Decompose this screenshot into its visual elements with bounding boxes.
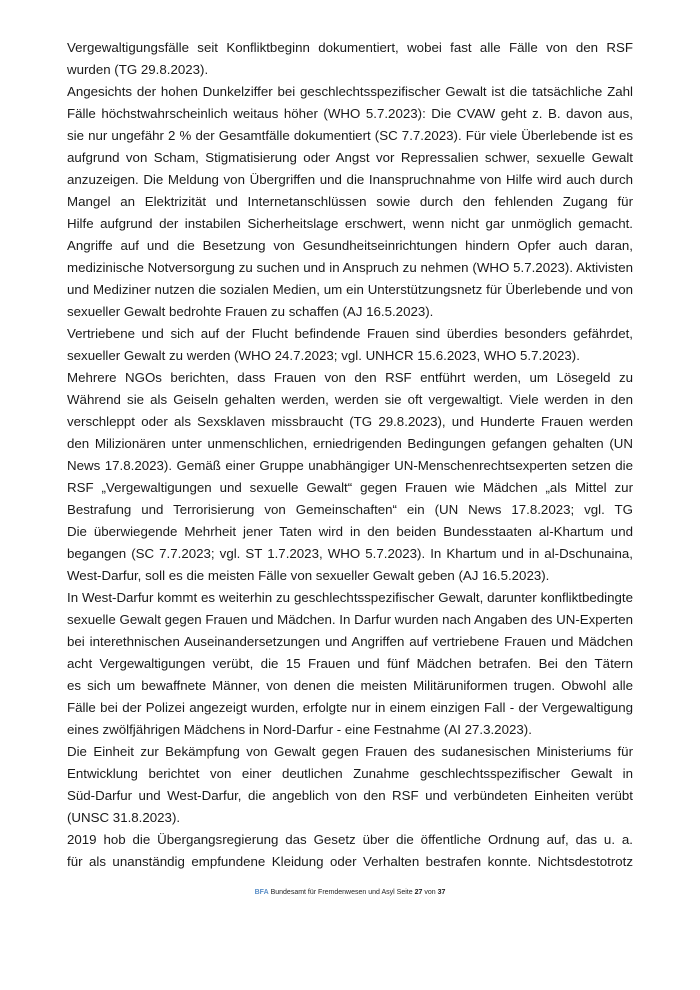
text-line: für als unanständig empfundene Kleidung oder Verhalten bestrafen konnte. Nichtsdestotrotz <box>67 854 633 869</box>
text-line: Mangel an Elektrizität und Internetanschlüssen sowie durch den fehlenden Zugang für <box>67 194 633 209</box>
text-line: sexuelle Gewalt gegen Frauen und Mädchen. In Darfur wurden nach Angaben des UN-Experten <box>67 612 633 627</box>
text-line: Die Einheit zur Bekämpfung von Gewalt gegen Frauen des sudanesischen Ministeriums für <box>67 744 633 759</box>
text-line: Süd-Darfur und West-Darfur, die angeblich von den RSF und verbündeten Einheiten verübt <box>67 788 633 803</box>
paragraph <box>67 367 633 587</box>
text-line: aufgrund von Scham, Stigmatisierung oder Angst vor Repressalien schwer, sexuelle Gewalt <box>67 150 633 165</box>
text-line: West-Darfur, soll es die meisten Fälle von sexueller Gewalt geben (AJ 16.5.2023). <box>67 568 550 583</box>
text-line: Entwicklung berichtet von einer deutlichen Zunahme geschlechtsspezifischer Gewalt in <box>67 766 633 781</box>
text-line: begangen (SC 7.7.2023; vgl. ST 1.7.2023, WHO 5.7.2023). In Khartum und in al-Dschunaina, <box>67 546 633 561</box>
text-line: anzuzeigen. Die Meldung von Übergriffen und die Inanspruchnahme von Hilfe wird auch durch <box>67 172 633 187</box>
text-line: Während sie als Geiseln gehalten werden, werden sie oft vergewaltigt. Viele werden in den <box>67 392 633 407</box>
text-line: acht Vergewaltigungen verübt, die 15 Frauen und fünf Mädchen betrafen. Bei den Tätern <box>67 656 633 671</box>
text-line: RSF „Vergewaltigungen und sexuelle Gewalt“ gegen Frauen wie Mädchen „als Mittel zur <box>67 480 633 495</box>
text-line: bei interethnischen Auseinandersetzungen und Angriffen auf vertriebene Frauen und Mädchen <box>67 634 633 649</box>
text-line: Vertriebene und sich auf der Flucht befindende Frauen sind überdies besonders gefährdet, <box>67 326 633 341</box>
footer-page-number: 27 <box>414 889 423 896</box>
text-line: es sich um bewaffnete Männer, von denen die meisten Militäruniformen trugen. Obwohl alle <box>67 678 633 693</box>
footer-org: Bundesamt für Fremdenwesen und Asyl <box>270 889 395 896</box>
text-line: News 17.8.2023). Gemäß einer Gruppe unabhängiger UN-Menschenrechtsexperten setzen die <box>67 458 633 473</box>
text-line: Mehrere NGOs berichten, dass Frauen von den RSF entführt werden, um Lösegeld zu <box>67 370 633 385</box>
footer-brand: BFA <box>254 889 269 896</box>
paragraph <box>67 587 633 741</box>
paragraph <box>67 323 633 367</box>
document-body <box>67 37 633 873</box>
text-line: Fälle höchstwahrscheinlich weitaus höher (WHO 5.7.2023): Die CVAW geht z. B. davon aus, <box>67 106 633 121</box>
text-line: Angriffe auf und die Besetzung von Gesundheitseinrichtungen hindern Opfer auch daran, <box>67 238 633 253</box>
text-line: In West-Darfur kommt es weiterhin zu geschlechtsspezifischer Gewalt, darunter konfliktbedingte <box>67 590 633 605</box>
text-line: Hilfe aufgrund der instabilen Sicherheitslage erschwert, wenn nicht gar unmöglich gemacht. <box>67 216 633 231</box>
footer-page-label: Seite <box>396 889 413 896</box>
paragraph <box>67 829 633 873</box>
text-line: sexueller Gewalt zu werden (WHO 24.7.2023; vgl. UNHCR 15.6.2023, WHO 5.7.2023). <box>67 348 580 363</box>
text-line: und Mediziner nutzen die sozialen Medien, um ein Unterstützungsnetz für Überlebende und von <box>67 282 633 297</box>
paragraph <box>67 81 633 323</box>
text-line: sie nur ungefähr 2 % der Gesamtfälle dokumentiert (SC 7.7.2023). Für viele Überlebende ist es <box>67 128 633 143</box>
text-line: Angesichts der hohen Dunkelziffer bei geschlechtsspezifischer Gewalt ist die tatsächliche Zahl <box>67 84 633 99</box>
paragraph <box>67 741 633 829</box>
footer-of-label: von <box>424 889 436 896</box>
text-line: Die überwiegende Mehrheit jener Taten wird in den beiden Bundesstaaten al-Khartum und <box>67 524 633 539</box>
paragraph <box>67 37 633 81</box>
text-line: wurden (TG 29.8.2023). <box>67 62 209 77</box>
text-line: medizinische Notversorgung zu suchen und in Anspruch zu nehmen (WHO 5.7.2023). Aktivisten <box>67 260 633 275</box>
text-line: Bestrafung und Terrorisierung von Gemeinschaften“ ein (UN News 17.8.2023; vgl. TG <box>67 502 633 517</box>
text-line: sexueller Gewalt bedrohte Frauen zu schaffen (AJ 16.5.2023). <box>67 304 434 319</box>
text-line: Vergewaltigungsfälle seit Konfliktbeginn dokumentiert, wobei fast alle Fälle von den RSF <box>67 40 633 55</box>
text-line: eines zwölfjährigen Mädchens in Nord-Darfur - eine Festnahme (AI 27.3.2023). <box>67 722 532 737</box>
footer-page-total: 37 <box>437 889 446 896</box>
page-footer <box>0 889 700 896</box>
text-line: 2019 hob die Übergangsregierung das Gesetz über die öffentliche Ordnung auf, das u. a. <box>67 832 633 847</box>
text-line: den Milizionären unter unmenschlichen, erniedrigenden Bedingungen gefangen gehalten (UN <box>67 436 633 451</box>
text-line: Fälle bei der Polizei angezeigt wurden, erfolgte nur in einem einzigen Fall - der Vergewaltigung <box>67 700 633 715</box>
text-line: (UNSC 31.8.2023). <box>67 810 181 825</box>
text-line: verschleppt oder als Sexsklaven missbraucht (TG 29.8.2023), und Hunderte Frauen werden <box>67 414 633 429</box>
